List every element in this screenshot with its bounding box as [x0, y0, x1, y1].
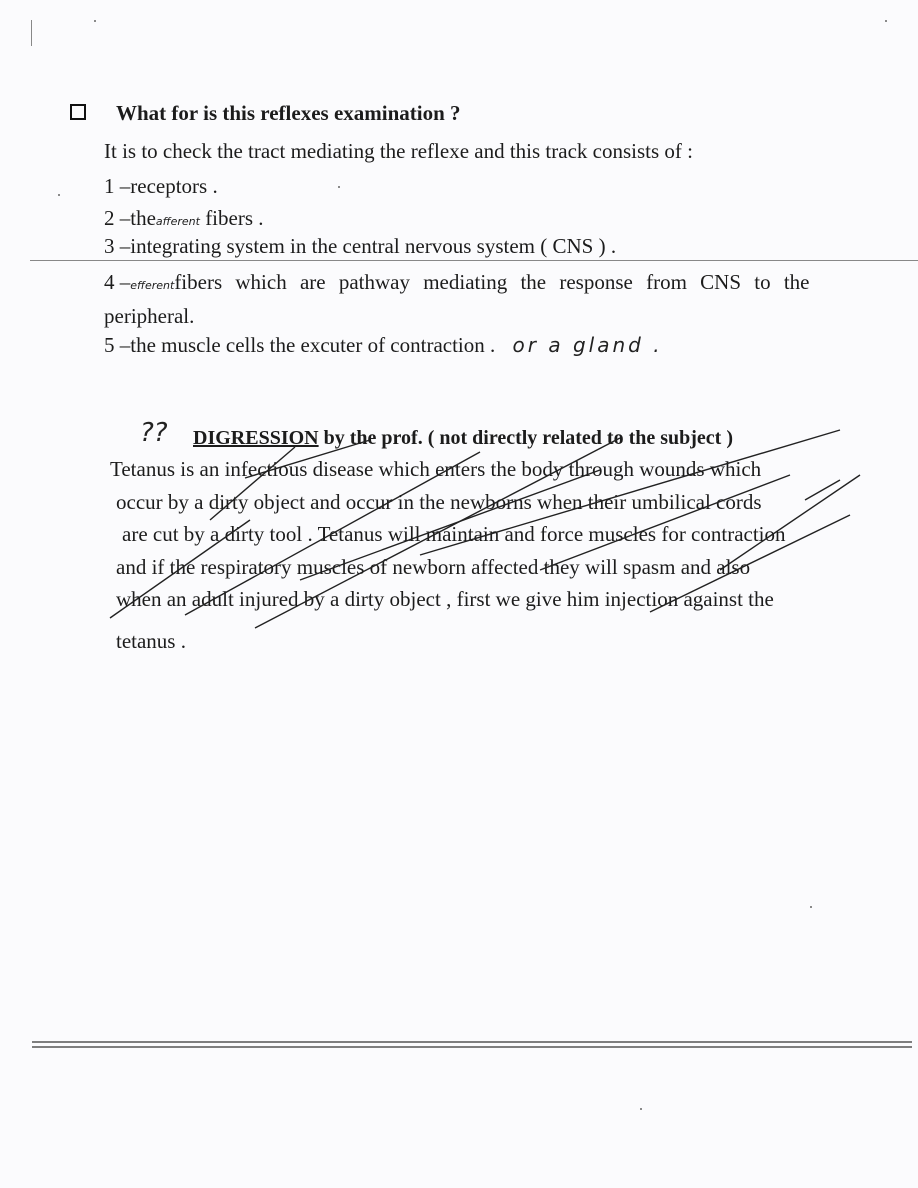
- item-number: 4: [104, 270, 115, 294]
- section-heading: What for is this reflexes examination ?: [116, 101, 461, 125]
- strike-line: [540, 475, 790, 570]
- footer-rules: [32, 1042, 912, 1047]
- strike-line: [210, 447, 295, 520]
- strike-line: [110, 520, 250, 618]
- handwritten-note: or a gland .: [512, 333, 663, 357]
- strike-lines: [110, 430, 860, 628]
- intro-text-b: mediating the reflexe and this track consists of :: [290, 139, 693, 163]
- paragraph-line: Tetanus is an infectious disease which enters the body through wounds which: [110, 457, 762, 481]
- item-number: 1: [104, 174, 115, 198]
- handwritten-note: afferent: [155, 215, 200, 228]
- paragraph-line: tetanus .: [116, 629, 186, 653]
- paragraph-line: are cut by a dirty tool . Tetanus will maintain and force muscles for contraction: [122, 522, 786, 546]
- item-text: –the: [119, 206, 156, 230]
- item-number: 3: [104, 234, 115, 258]
- digression-word: DIGRESSION: [193, 427, 319, 449]
- item-number: 5: [104, 333, 115, 357]
- question-marks: ??: [140, 418, 168, 448]
- strike-line: [245, 440, 370, 478]
- item-text: fibers which are pathway mediating the response from CNS to the: [174, 270, 810, 294]
- strike-line: [255, 438, 620, 628]
- strike-line: [805, 480, 840, 500]
- digression-rest: by the prof. ( not directly related to the subject ): [323, 427, 733, 449]
- strike-line: [650, 515, 850, 612]
- item-text: –: [119, 270, 131, 294]
- strike-line: [300, 470, 600, 580]
- paragraph-line: and if the respiratory muscles of newborn affected they will spasm and also: [116, 555, 751, 579]
- item-text: –receptors .: [119, 174, 218, 198]
- item-text: fibers .: [205, 206, 264, 230]
- intro-text-a: It is to check the tract: [104, 139, 286, 163]
- item-number: 2: [104, 206, 115, 230]
- item-text: –the muscle cells the excuter of contraction .: [119, 333, 496, 357]
- handwritten-note: efferent: [130, 279, 175, 292]
- paragraph-line: when an adult injured by a dirty object , first we give him injection against the: [116, 587, 774, 611]
- paragraph-line: occur by a dirty object and occur in the newborns when their umbilical cords: [116, 490, 762, 514]
- list-item-continued: peripheral.: [104, 304, 195, 328]
- item-text: –integrating system in the central nervous system ( CNS ) .: [119, 234, 617, 258]
- strike-line: [720, 475, 860, 570]
